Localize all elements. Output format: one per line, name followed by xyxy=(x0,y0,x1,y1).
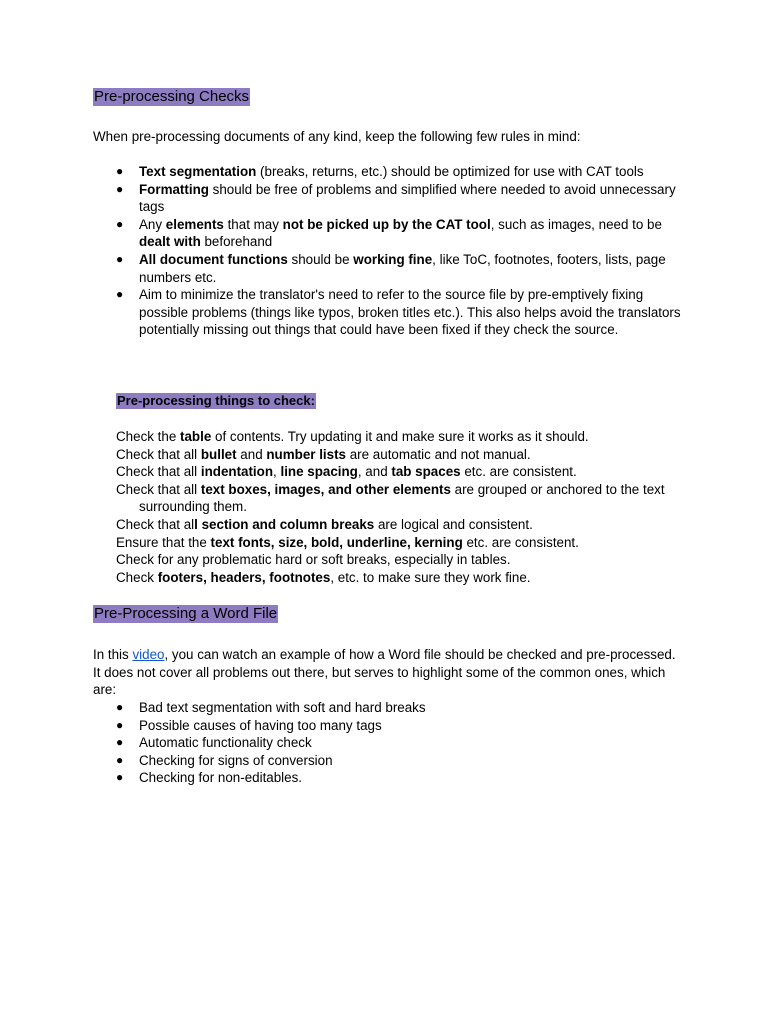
text: (breaks, returns, etc.) should be optimized for use with CAT tools xyxy=(256,164,644,179)
text: of contents. Try updating it and make sure it works as it should. xyxy=(211,429,589,444)
text: are grouped or anchored to the text surrounding them. xyxy=(139,481,665,515)
rule-item xyxy=(93,286,683,339)
text: Check that all xyxy=(116,446,201,462)
word-item xyxy=(93,699,683,717)
text: beforehand xyxy=(200,234,273,250)
bullet-icon: ● xyxy=(116,717,124,732)
bullet-icon: ● xyxy=(116,181,124,196)
check-item xyxy=(116,463,686,481)
heading-word-file: Pre-Processing a Word File xyxy=(94,605,278,622)
text: , xyxy=(273,464,281,480)
text: Ensure that the xyxy=(116,534,211,550)
word-file-paragraph xyxy=(93,646,683,699)
bullet-icon: ● xyxy=(116,164,124,178)
bold-text: Formatting xyxy=(139,181,209,197)
bold-text: l section and column breaks xyxy=(194,516,375,532)
text: Check the xyxy=(116,429,181,444)
bold-text: Text segmentation xyxy=(139,164,257,179)
text: should be free of problems and simplified where needed to avoid unnecessary tags xyxy=(139,181,676,215)
word-item-text: Possible causes of having too many tags xyxy=(139,717,382,733)
checks-list xyxy=(116,428,686,586)
heading-things-to-check: Pre-processing things to check: xyxy=(117,393,315,408)
word-item-text: Automatic functionality check xyxy=(139,735,312,751)
bold-text: elements xyxy=(165,216,224,232)
text: Check xyxy=(116,569,158,585)
bold-text: working fine xyxy=(353,251,433,267)
bold-text: All document functions xyxy=(139,251,288,267)
rule-item xyxy=(93,181,683,216)
text: , such as images, need to be xyxy=(490,216,662,232)
bold-text: dealt with xyxy=(139,234,201,250)
bullet-icon: ● xyxy=(116,287,124,302)
text: are automatic and not manual. xyxy=(346,446,531,462)
bullet-icon: ● xyxy=(116,700,124,714)
text: Check that all xyxy=(116,464,201,480)
text: that may xyxy=(223,216,283,232)
text: Check that al xyxy=(116,516,195,532)
word-para-before: In this xyxy=(93,647,133,662)
check-item xyxy=(116,534,686,552)
word-item xyxy=(93,752,683,770)
word-item-text: Checking for non-editables. xyxy=(139,770,303,786)
check-item xyxy=(116,569,686,587)
text: Check that all xyxy=(116,481,201,497)
text: etc. are consistent. xyxy=(460,464,577,480)
bold-text: text boxes, images, and other elements xyxy=(200,481,451,497)
bullet-icon: ● xyxy=(116,216,124,231)
text: Check for any problematic hard or soft breaks, especially in tables. xyxy=(116,552,511,568)
bullet-icon: ● xyxy=(116,735,124,750)
heading-pre-processing-checks: Pre-processing Checks xyxy=(94,88,250,105)
rules-list xyxy=(93,163,683,339)
intro-text: When pre-processing documents of any kind, keep the following few rules in mind: xyxy=(93,129,581,144)
bold-text: indentation xyxy=(200,464,274,480)
text: are logical and consistent. xyxy=(374,516,533,532)
text: , etc. to make sure they work fine. xyxy=(330,569,531,585)
word-para-after: , you can watch an example of how a Word file should be checked and pre-processed. It does not cover all problems out there, but serves to highlight some of the common ones, which are: xyxy=(93,647,676,698)
rule-item xyxy=(93,216,683,251)
bold-text: tab spaces xyxy=(391,464,461,480)
bold-text: number lists xyxy=(266,446,346,462)
bold-text: line spacing xyxy=(280,464,358,480)
video-link[interactable]: video xyxy=(132,647,165,662)
bold-text: table xyxy=(180,429,212,444)
bold-text: footers, headers, footnotes xyxy=(157,569,331,585)
text: should be xyxy=(287,251,354,267)
word-item xyxy=(93,769,683,787)
check-item xyxy=(116,551,686,569)
bold-text: bullet xyxy=(200,446,237,462)
word-items-list xyxy=(93,699,683,787)
text: , and xyxy=(357,464,392,480)
rule-item xyxy=(93,163,683,181)
check-item xyxy=(116,481,686,516)
check-item xyxy=(116,428,686,446)
check-item xyxy=(116,446,686,464)
word-item-text: Bad text segmentation with soft and hard breaks xyxy=(139,700,426,715)
word-item xyxy=(93,734,683,752)
bold-text: text fonts, size, bold, underline, kerning xyxy=(210,534,463,550)
text: Any xyxy=(139,216,166,232)
text: Aim to minimize the translator's need to refer to the source file by pre-emptively fixing possible problems (things like typos, broken titles etc.). This also helps avoid the translators potentially missing out things that could have been fixed if they check the source. xyxy=(139,287,681,338)
bullet-icon: ● xyxy=(116,770,124,785)
rule-item xyxy=(93,251,683,286)
text: and xyxy=(236,446,267,462)
word-item-text: Checking for signs of conversion xyxy=(139,752,333,768)
text: etc. are consistent. xyxy=(462,534,579,550)
word-item xyxy=(93,717,683,735)
bold-text: not be picked up by the CAT tool xyxy=(282,216,491,232)
text: , like ToC, footnotes, footers, lists, page numbers etc. xyxy=(139,251,666,285)
check-item xyxy=(116,516,686,534)
bullet-icon: ● xyxy=(116,251,124,266)
bullet-icon: ● xyxy=(116,752,124,767)
